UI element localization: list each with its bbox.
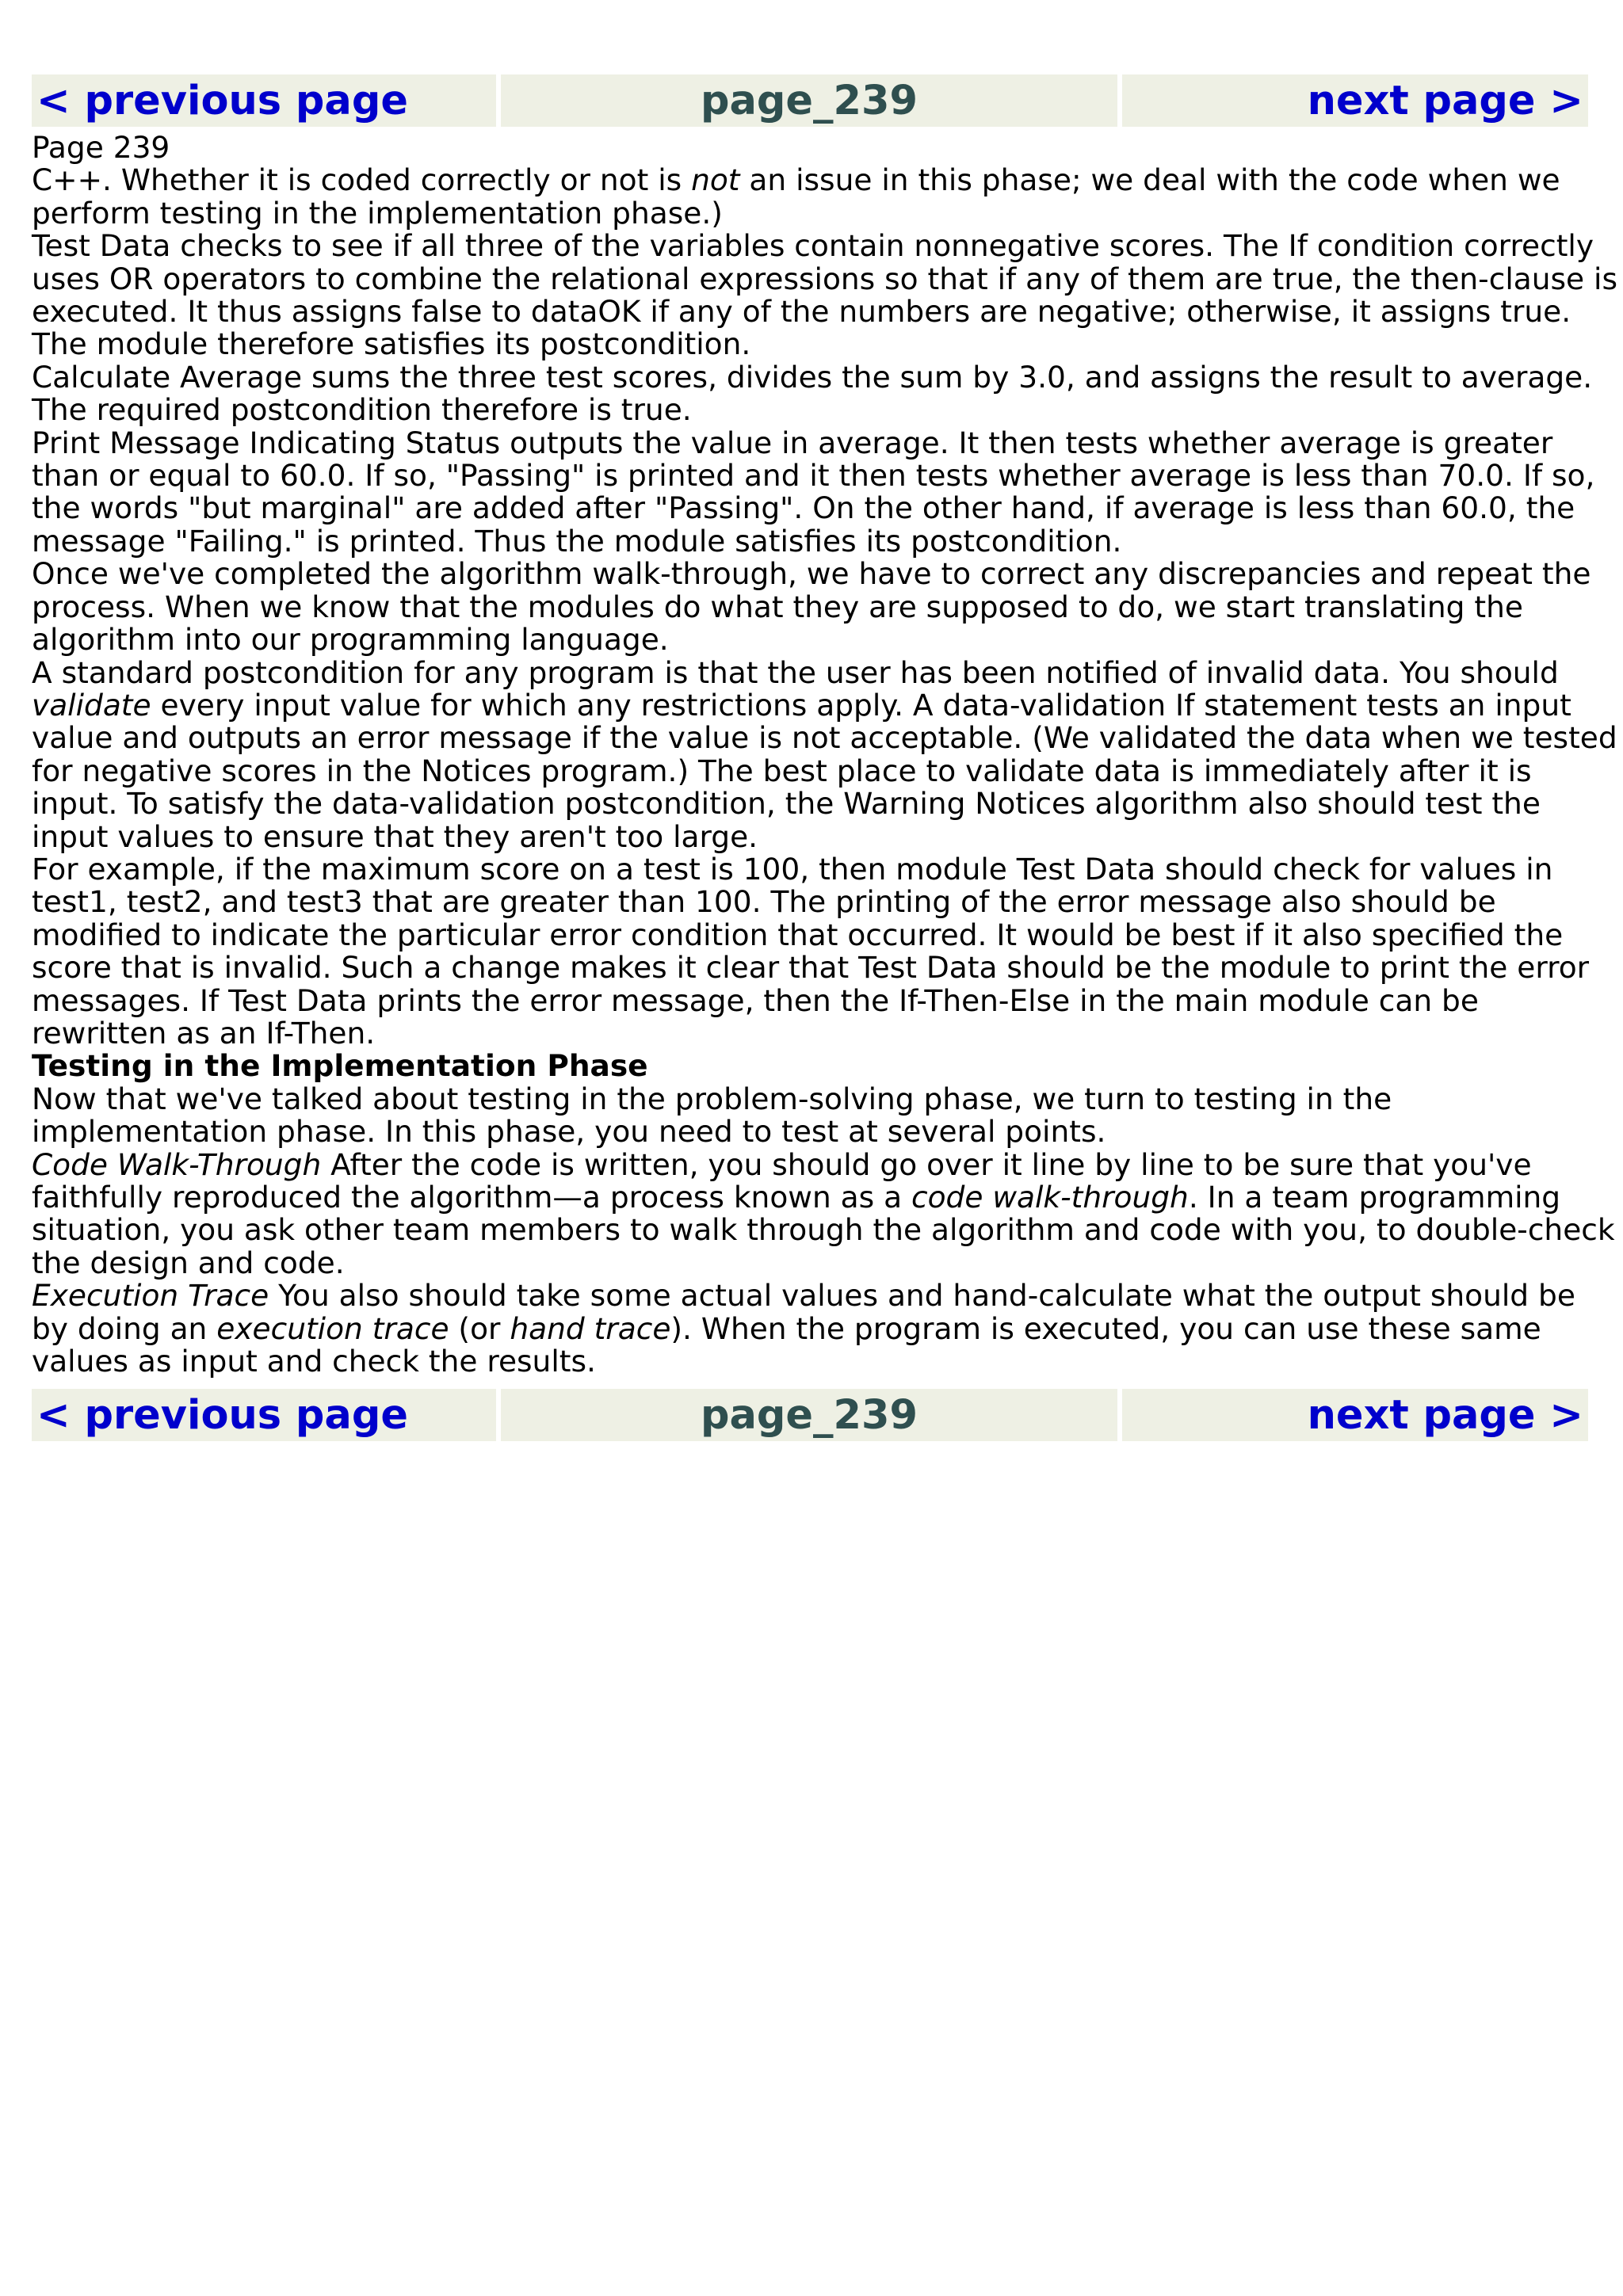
paragraph: Print Message Indicating Status outputs the value in average. It then tests whether average is greater than or equal to 60.0. If so, "Passing" is printed and it then tests whether average is less than 70.0. If so, the words "but marginal" are added after "Passing". On the other hand, if average is less than 60.0, the message "Failing." is printed. Thus the module satisfies its postcondition. (32, 425, 1595, 559)
page-container (32, 74, 1617, 1441)
previous-page-link[interactable]: < previous page (32, 1389, 496, 1441)
top-navigation (32, 74, 1593, 127)
paragraph: A standard postcondition for any program is that the user has been notified of invalid data. You should validate every input value for which any restrictions apply. A data-validation If statement tests an input value and outputs an error message if the value is not acceptable. (We validated the data when we tested for negative scores in the Notices program.) The best place to validate data is immediately after it is input. To satisfy the data-validation postcondition, the Warning Notices algorithm also should test the input values to ensure that they aren't too large. (32, 654, 1617, 854)
paragraph: C++. Whether it is coded correctly or not is not an issue in this phase; we deal with the code when we perform testing in the implementation phase.) (32, 162, 1560, 231)
page-label: page_239 (501, 74, 1117, 127)
page-content (32, 130, 1617, 1379)
paragraph: Code Walk-Through After the code is written, you should go over it line by line to be sure that you've faithfully reproduced the algorithm—a process known as a code walk-through. In a team programming situation, you ask other team members to walk through the algorithm and code with you, to double-check the design and code. (32, 1146, 1615, 1280)
section-heading: Testing in the Implementation Phase (32, 1048, 648, 1084)
previous-page-link[interactable]: < previous page (32, 74, 496, 127)
page-label: page_239 (501, 1389, 1117, 1441)
bottom-navigation (32, 1389, 1593, 1441)
next-page-link[interactable]: next page > (1122, 74, 1588, 127)
page-number: Page 239 (32, 130, 170, 165)
paragraph: Test Data checks to see if all three of the variables contain nonnegative scores. The If condition correctly uses OR operators to combine the relational expressions so that if any of them are true, the then-clause is executed. It thus assigns false to dataOK if any of the numbers are negative; otherwise, it assigns true. The module therefore satisfies its postcondition. (32, 228, 1617, 362)
paragraph: Execution Trace You also should take some actual values and hand-calculate what the output should be by doing an execution trace (or hand trace). When the program is executed, you can use these same values as input and check the results. (32, 1278, 1575, 1379)
paragraph: Now that we've talked about testing in the problem-solving phase, we turn to testing in the implementation phase. In this phase, you need to test at several points. (32, 1081, 1392, 1150)
paragraph: Calculate Average sums the three test scores, divides the sum by 3.0, and assigns the result to average. The required postcondition therefore is true. (32, 359, 1593, 428)
next-page-link[interactable]: next page > (1122, 1389, 1588, 1441)
paragraph: For example, if the maximum score on a test is 100, then module Test Data should check for values in test1, test2, and test3 that are greater than 100. The printing of the error message also should be modified to indicate the particular error condition that occurred. It would be best if it also specified the score that is invalid. Such a change makes it clear that Test Data should be the module to print the error messages. If Test Data prints the error message, then the If-Then-Else in the main module can be rewritten as an If-Then. (32, 851, 1590, 1051)
paragraph: Once we've completed the algorithm walk-through, we have to correct any discrepancies and repeat the process. When we know that the modules do what they are supposed to do, we start translating the algorithm into our programming language. (32, 556, 1591, 658)
